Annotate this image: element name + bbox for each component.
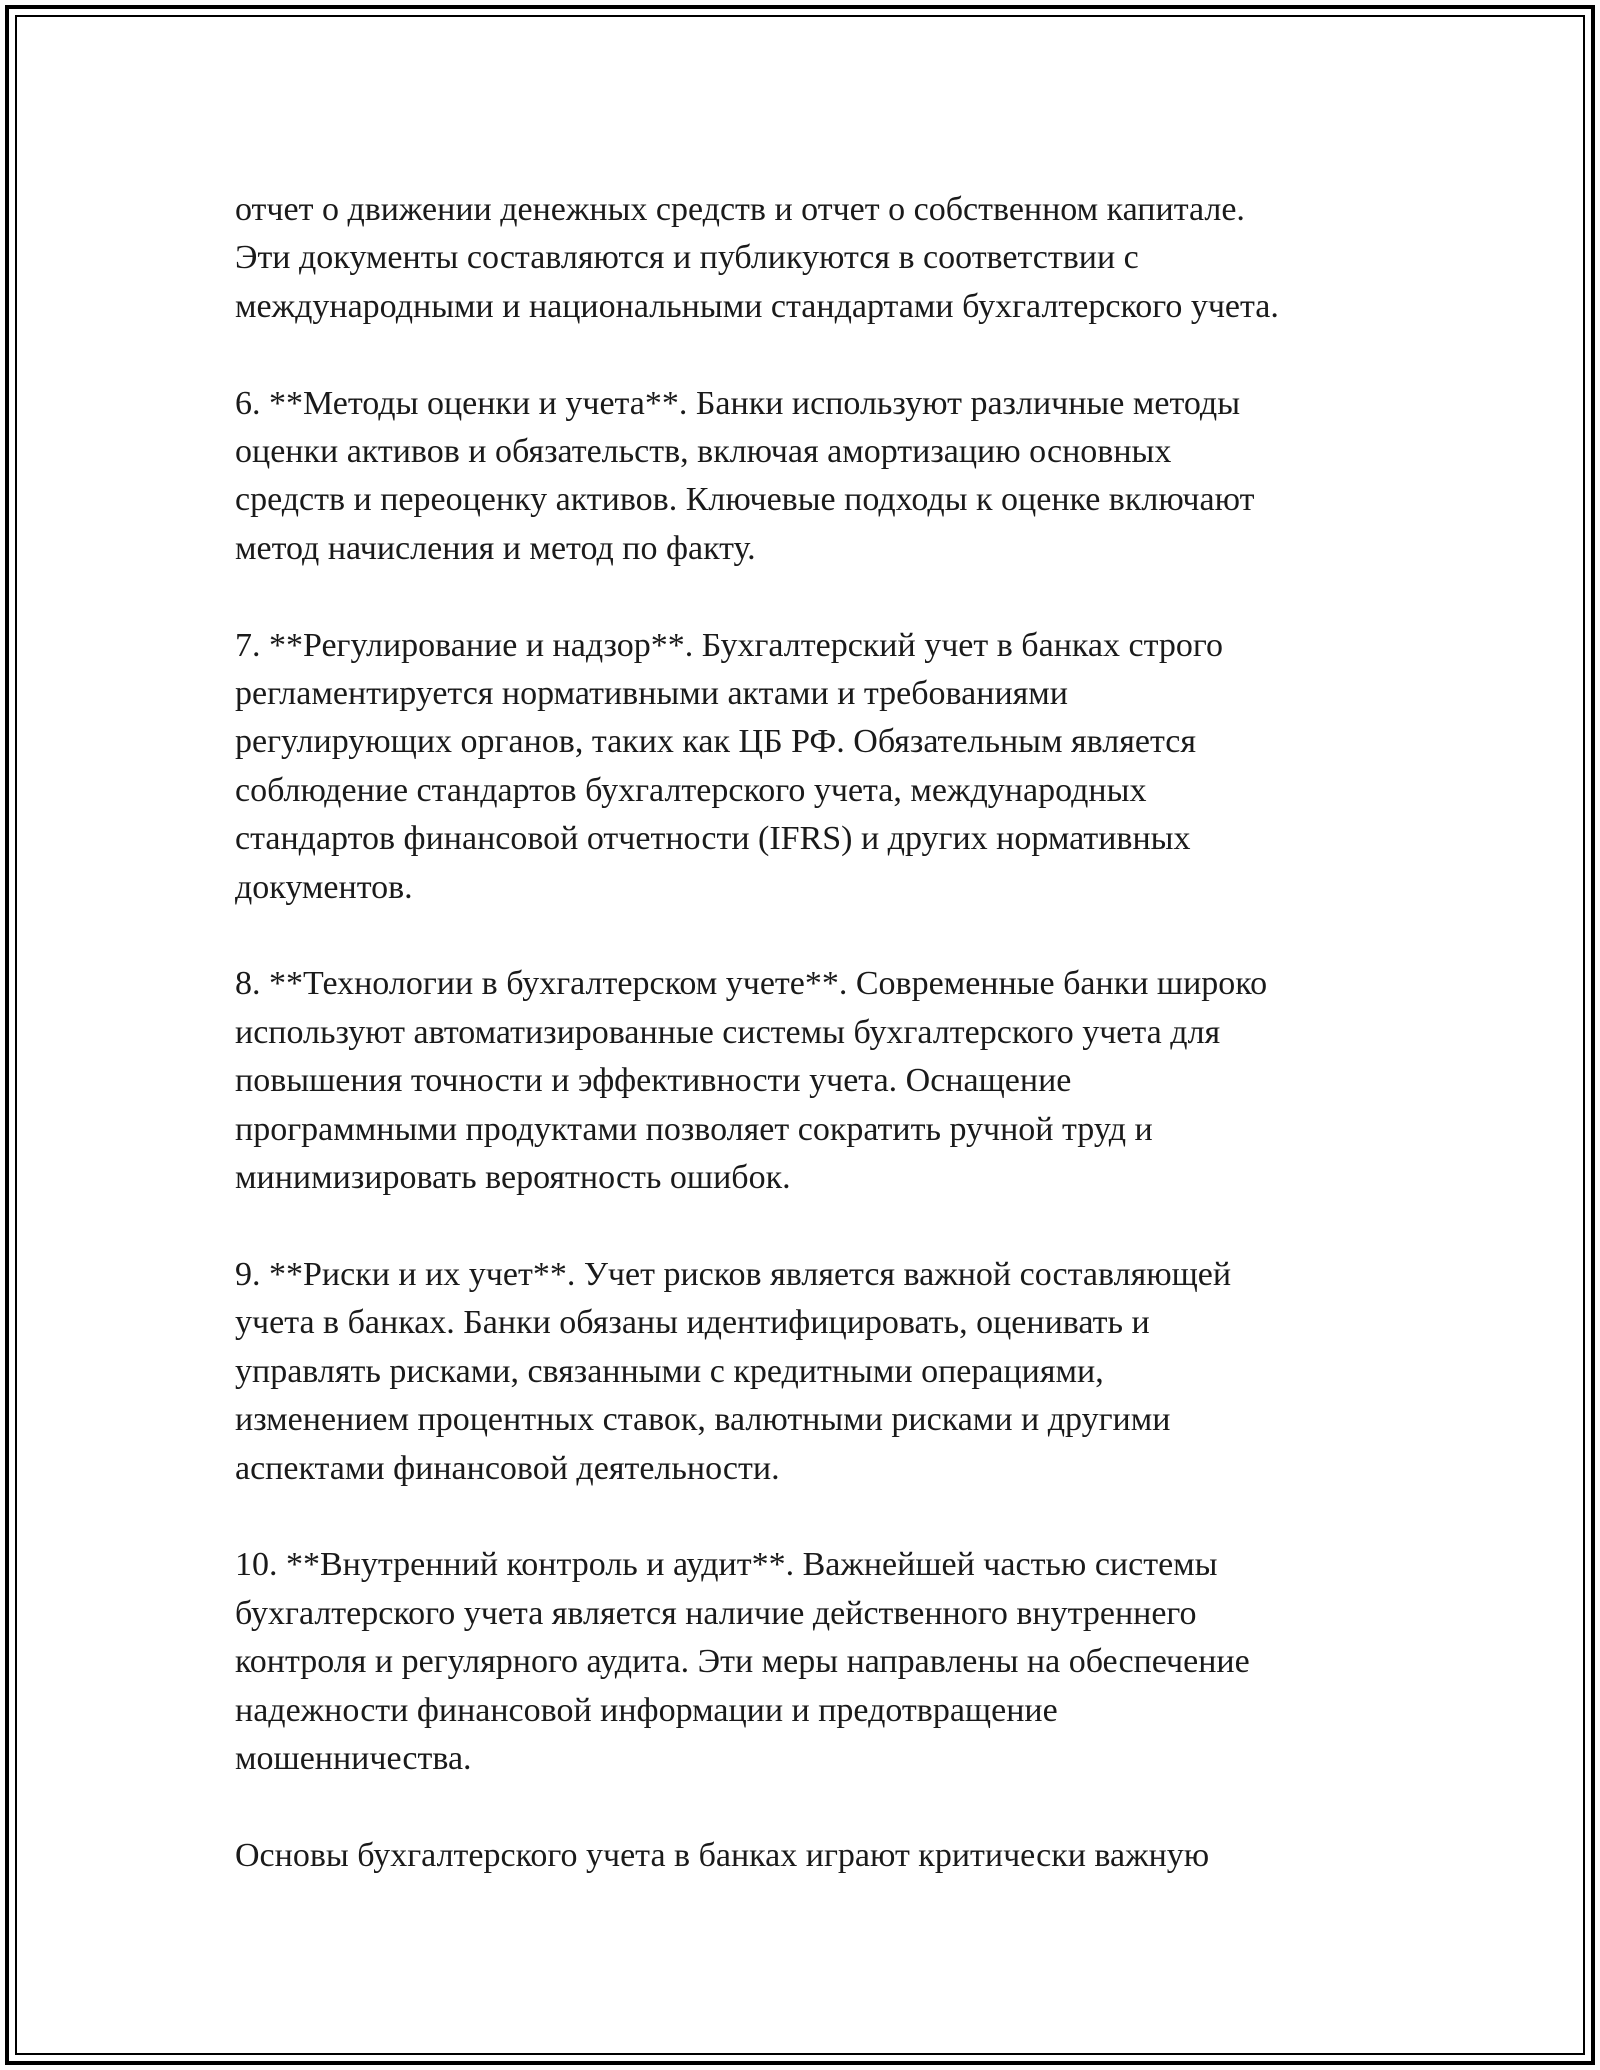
text-line: надежности финансовой информации и предотвращение (235, 1691, 1058, 1729)
text-line: программными продуктами позволяет сократить ручной труд и (235, 1110, 1153, 1148)
text-line: Основы бухгалтерского учета в банках играют критически важную (235, 1836, 1210, 1874)
text-line: метод начисления и метод по факту. (235, 529, 756, 567)
paragraph-technology (235, 960, 1395, 1202)
text-line: отчет о движении денежных средств и отчет о собственном капитале. (235, 191, 1245, 228)
text-line: стандартов финансовой отчетности (IFRS) и других нормативных (235, 820, 1191, 858)
paragraph-financial-statements (235, 186, 1395, 331)
text-line: Эти документы составляются и публикуются в соответствии с (235, 239, 1139, 277)
text-line: 7. **Регулирование и надзор**. Бухгалтерский учет в банках строго (235, 626, 1223, 664)
text-line: контроля и регулярного аудита. Эти меры направлены на обеспечение (235, 1643, 1250, 1681)
document-body (235, 186, 1395, 1929)
text-line: учета в банках. Банки обязаны идентифицировать, оценивать и (235, 1304, 1150, 1342)
text-line: 9. **Риски и их учет**. Учет рисков является важной составляющей (235, 1255, 1232, 1293)
text-line: соблюдение стандартов бухгалтерского учета, международных (235, 771, 1147, 809)
paragraph-conclusion (235, 1832, 1395, 1880)
text-line: международными и национальными стандартами бухгалтерского учета. (235, 287, 1279, 325)
text-line: средств и переоценку активов. Ключевые подходы к оценке включают (235, 481, 1255, 519)
text-line: управлять рисками, связанными с кредитными операциями, (235, 1352, 1104, 1390)
text-line: регламентируется нормативными актами и требованиями (235, 675, 1068, 713)
text-line: изменением процентных ставок, валютными рисками и другими (235, 1401, 1171, 1439)
text-line: оценки активов и обязательств, включая амортизацию основных (235, 433, 1172, 471)
text-line: 8. **Технологии в бухгалтерском учете**. Современные банки широко (235, 965, 1268, 1003)
paragraph-regulation (235, 622, 1395, 912)
paragraph-risks (235, 1251, 1395, 1493)
text-line: документов. (235, 868, 413, 906)
text-line: мошенничества. (235, 1739, 472, 1777)
text-line: регулирующих органов, таких как ЦБ РФ. Обязательным является (235, 723, 1196, 761)
paragraph-internal-control (235, 1541, 1395, 1783)
text-line: аспектами финансовой деятельности. (235, 1449, 780, 1487)
text-line: 6. **Методы оценки и учета**. Банки используют различные методы (235, 384, 1241, 422)
text-line: повышения точности и эффективности учета. Оснащение (235, 1062, 1072, 1100)
text-line: минимизировать вероятность ошибок. (235, 1159, 791, 1197)
text-line: бухгалтерского учета является наличие действенного внутреннего (235, 1594, 1197, 1632)
paragraph-valuation-methods (235, 380, 1395, 574)
text-line: 10. **Внутренний контроль и аудит**. Важнейшей частью системы (235, 1546, 1218, 1584)
text-line: используют автоматизированные системы бухгалтерского учета для (235, 1013, 1221, 1051)
